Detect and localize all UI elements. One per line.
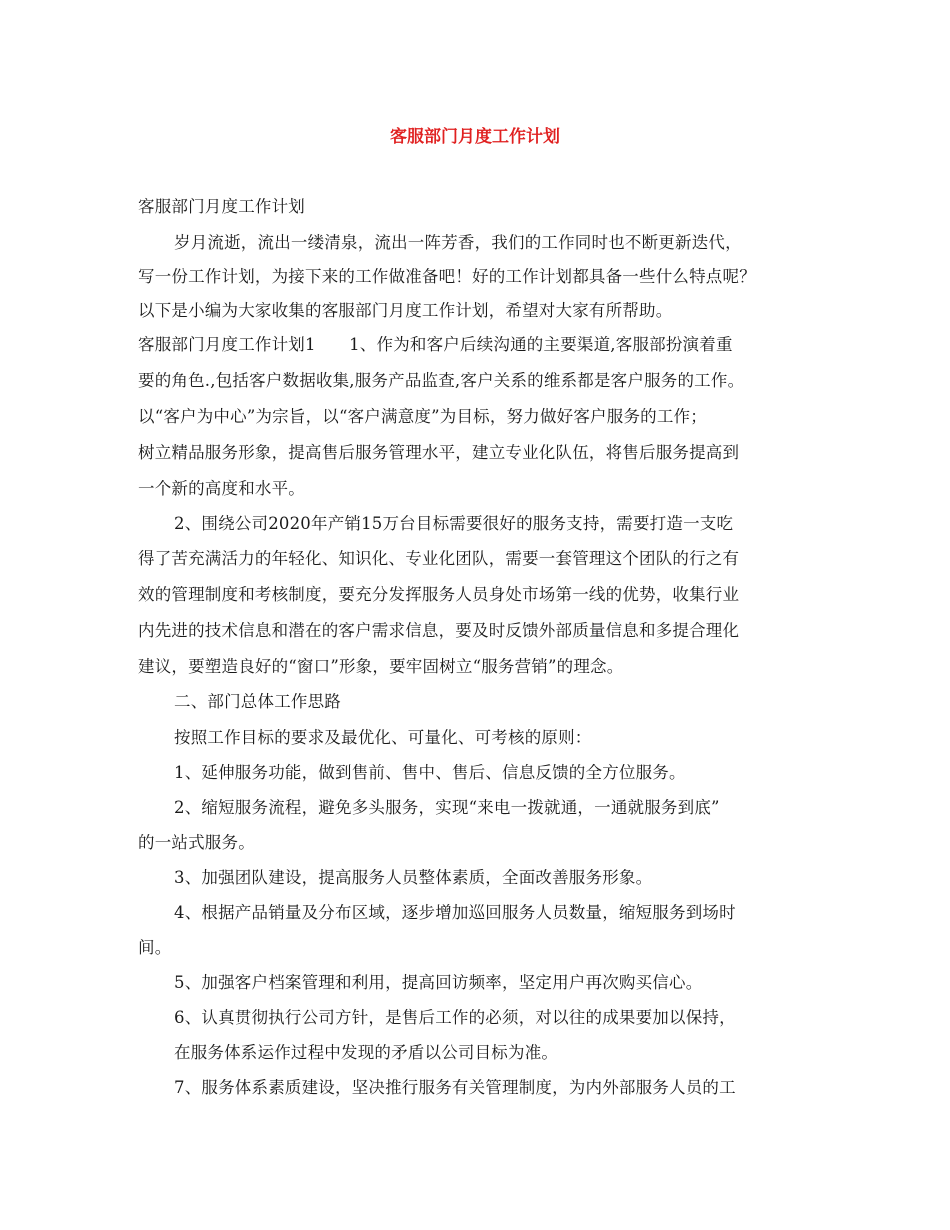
text-line: 5、加强客户档案管理和利用，提高回访频率，坚定用户再次购买信心。 <box>174 973 703 992</box>
text-line: 3、加强团队建设，提高服务人员整体素质，全面改善服务形象。 <box>174 868 653 887</box>
text-line: 内先进的技术信息和潜在的客户需求信息，要及时反馈外部质量信息和多提合理化 <box>138 621 740 640</box>
text-line: 6、认真贯彻执行公司方针，是售后工作的必须，对以往的成果要加以保持， <box>174 1008 736 1027</box>
text-line: 树立精品服务形象，提高售后服务管理水平，建立专业化队伍，将售后服务提高到 <box>138 443 740 462</box>
text-line: 2、围绕公司2020年产销15万台目标需要很好的服务支持，需要打造一支吃 <box>174 514 734 533</box>
text-line: 以下是小编为大家收集的客服部门月度工作计划，希望对大家有所帮助。 <box>138 301 673 320</box>
text-line: 一个新的高度和水平。 <box>138 479 305 498</box>
text-line: 在服务体系运作过程中发现的矛盾以公司目标为准。 <box>174 1043 559 1062</box>
text-line: 建议，要塑造良好的“窗口”形象，要牢固树立“服务营销”的理念。 <box>138 657 624 676</box>
text-line: 要的角色.,包括客户数据收集,服务产品监查,客户关系的维系都是客户服务的工作。 <box>138 371 745 390</box>
text-line: 岁月流逝，流出一缕清泉，流出一阵芳香，我们的工作同时也不断更新迭代， <box>174 233 742 252</box>
text-line: 的一站式服务。 <box>138 833 255 852</box>
text-line: 客服部门月度工作计划 <box>138 197 305 216</box>
text-line: 1、延伸服务功能，做到售前、售中、售后、信息反馈的全方位服务。 <box>174 763 686 782</box>
text-line: 写一份工作计划，为接下来的工作做准备吧！好的工作计划都具备一些什么特点呢？ <box>138 267 756 286</box>
text-line: 2、缩短服务流程，避免多头服务，实现“来电一拨就通，一通就服务到底” <box>174 798 720 817</box>
page-title: 客服部门月度工作计划 <box>390 127 560 147</box>
text-line: 客服部门月度工作计划1 1、作为和客户后续沟通的主要渠道,客服部扮演着重 <box>138 335 733 354</box>
text-line: 二、部门总体工作思路 <box>174 692 341 711</box>
text-line: 4、根据产品销量及分布区域，逐步增加巡回服务人员数量，缩短服务到场时 <box>174 903 736 922</box>
text-line: 效的管理制度和考核制度，要充分发挥服务人员身处市场第一线的优势，收集行业 <box>138 585 740 604</box>
text-line: 以“客户为中心”为宗旨，以“客户满意度”为目标，努力做好客户服务的工作； <box>138 407 707 426</box>
text-line: 按照工作目标的要求及最优化、可量化、可考核的原则： <box>174 728 592 747</box>
text-line: 7、服务体系素质建设，坚决推行服务有关管理制度，为内外部服务人员的工 <box>174 1078 736 1097</box>
text-line: 得了苦充满活力的年轻化、知识化、专业化团队，需要一套管理这个团队的行之有 <box>138 549 740 568</box>
text-line: 间。 <box>138 938 172 957</box>
